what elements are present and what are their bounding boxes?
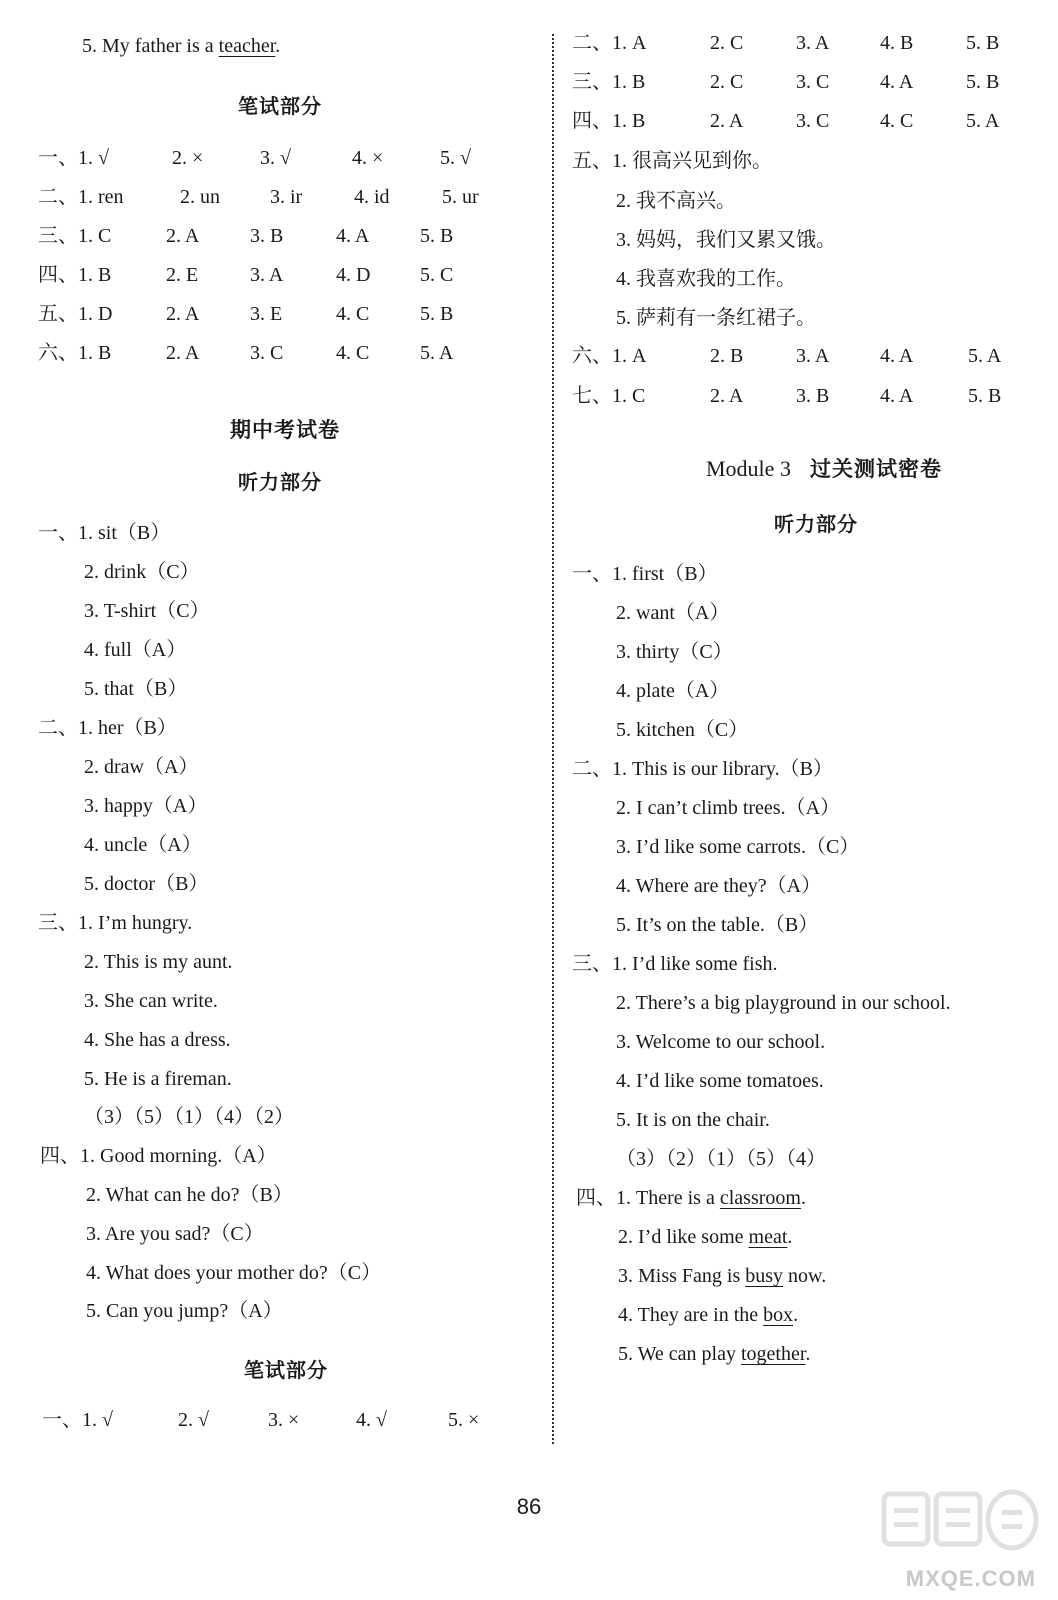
section-title-listening: 听力部分: [774, 512, 858, 536]
answer-line: 三、1. I’d like some fish.: [572, 953, 778, 975]
midterm-title: 期中考试卷: [230, 418, 340, 442]
answer-line: 5. 萨莉有一条红裙子。: [616, 307, 816, 329]
answer-line: 一、1. first（B）: [572, 563, 718, 585]
section-title-written-2: 笔试部分: [244, 1358, 328, 1382]
answer-line: 3. happy（A）: [84, 795, 208, 817]
answer-line: 4. Where are they?（A）: [616, 875, 822, 897]
answer-line: 3. Welcome to our school.: [616, 1031, 826, 1053]
answer-line: 2. want（A）: [616, 602, 730, 624]
answer-line: 3. Are you sad?（C）: [86, 1223, 264, 1245]
answer-line: 二、1. her（B）: [38, 717, 177, 739]
answer-line: 2. 我不高兴。: [616, 190, 736, 212]
answer-line: 2. I can’t climb trees.（A）: [616, 797, 841, 819]
answer-line: 3. 妈妈，我们又累又饿。: [616, 229, 836, 251]
answer-line: 四、1. There is a classroom.: [576, 1187, 806, 1209]
answer-line: 4. What does your mother do?（C）: [86, 1262, 382, 1284]
answer-line: 4. I’d like some tomatoes.: [616, 1070, 824, 1092]
answer-line: 5. doctor（B）: [84, 873, 209, 895]
module-subtitle: 过关测试密卷: [809, 457, 942, 481]
answer-line: 4. 我喜欢我的工作。: [616, 268, 796, 290]
answer-line: 三、1. I’m hungry.: [38, 912, 193, 934]
answer-line: 5. He is a fireman.: [84, 1068, 232, 1090]
column-divider: [552, 34, 554, 1444]
answer-line: 5. Can you jump?（A）: [86, 1300, 283, 1322]
section-title-listening: 听力部分: [238, 470, 322, 494]
answer-line: 4. plate（A）: [616, 680, 730, 702]
module-heading: [706, 453, 942, 483]
answer-line: 2. What can he do?（B）: [86, 1184, 293, 1206]
answer-line: 5. kitchen（C）: [616, 719, 749, 741]
answer-line: 四、1. Good morning.（A）: [40, 1145, 277, 1167]
answer-line: 5. It is on the chair.: [616, 1109, 770, 1131]
answer-line: 3. thirty（C）: [616, 641, 733, 663]
answer-line: 二、1. This is our library.（B）: [572, 758, 833, 780]
answer-line: 2. This is my aunt.: [84, 951, 233, 973]
answer-line: 2. There’s a big playground in our school.: [616, 992, 951, 1014]
answer-line: 2. draw（A）: [84, 756, 199, 778]
answer-line: （3）（5）（1）（4）（2）: [84, 1106, 294, 1128]
watermark-text: MXQE.COM: [905, 1566, 1036, 1591]
answer-line: 2. I’d like some meat.: [618, 1226, 793, 1248]
answer-line: 一、1. sit（B）: [38, 522, 171, 544]
answer-line: 五、1. 很高兴见到你。: [572, 150, 772, 172]
answer-line: 2. drink（C）: [84, 561, 200, 583]
answer-line: （3）（2）（1）（5）（4）: [616, 1148, 826, 1170]
top-answer-line: 5. My father is a teacher.: [82, 35, 281, 57]
answer-line: 5. that（B）: [84, 678, 188, 700]
answer-line: 3. I’d like some carrots.（C）: [616, 836, 860, 858]
module-title: Module 3: [706, 456, 791, 481]
answer-line: 3. She can write.: [84, 990, 218, 1012]
answer-line: 4. She has a dress.: [84, 1029, 231, 1051]
answer-line: 4. full（A）: [84, 639, 187, 661]
page-number: 86: [516, 1494, 542, 1519]
answer-line: 3. T-shirt（C）: [84, 600, 210, 622]
answer-line: 5. It’s on the table.（B）: [616, 914, 819, 936]
answer-line: 4. They are in the box.: [618, 1304, 799, 1326]
answer-line: 3. Miss Fang is busy now.: [618, 1265, 827, 1287]
answer-line: 5. We can play together.: [618, 1343, 811, 1365]
answer-line: 4. uncle（A）: [84, 834, 202, 856]
section-title-written: 笔试部分: [238, 94, 322, 118]
